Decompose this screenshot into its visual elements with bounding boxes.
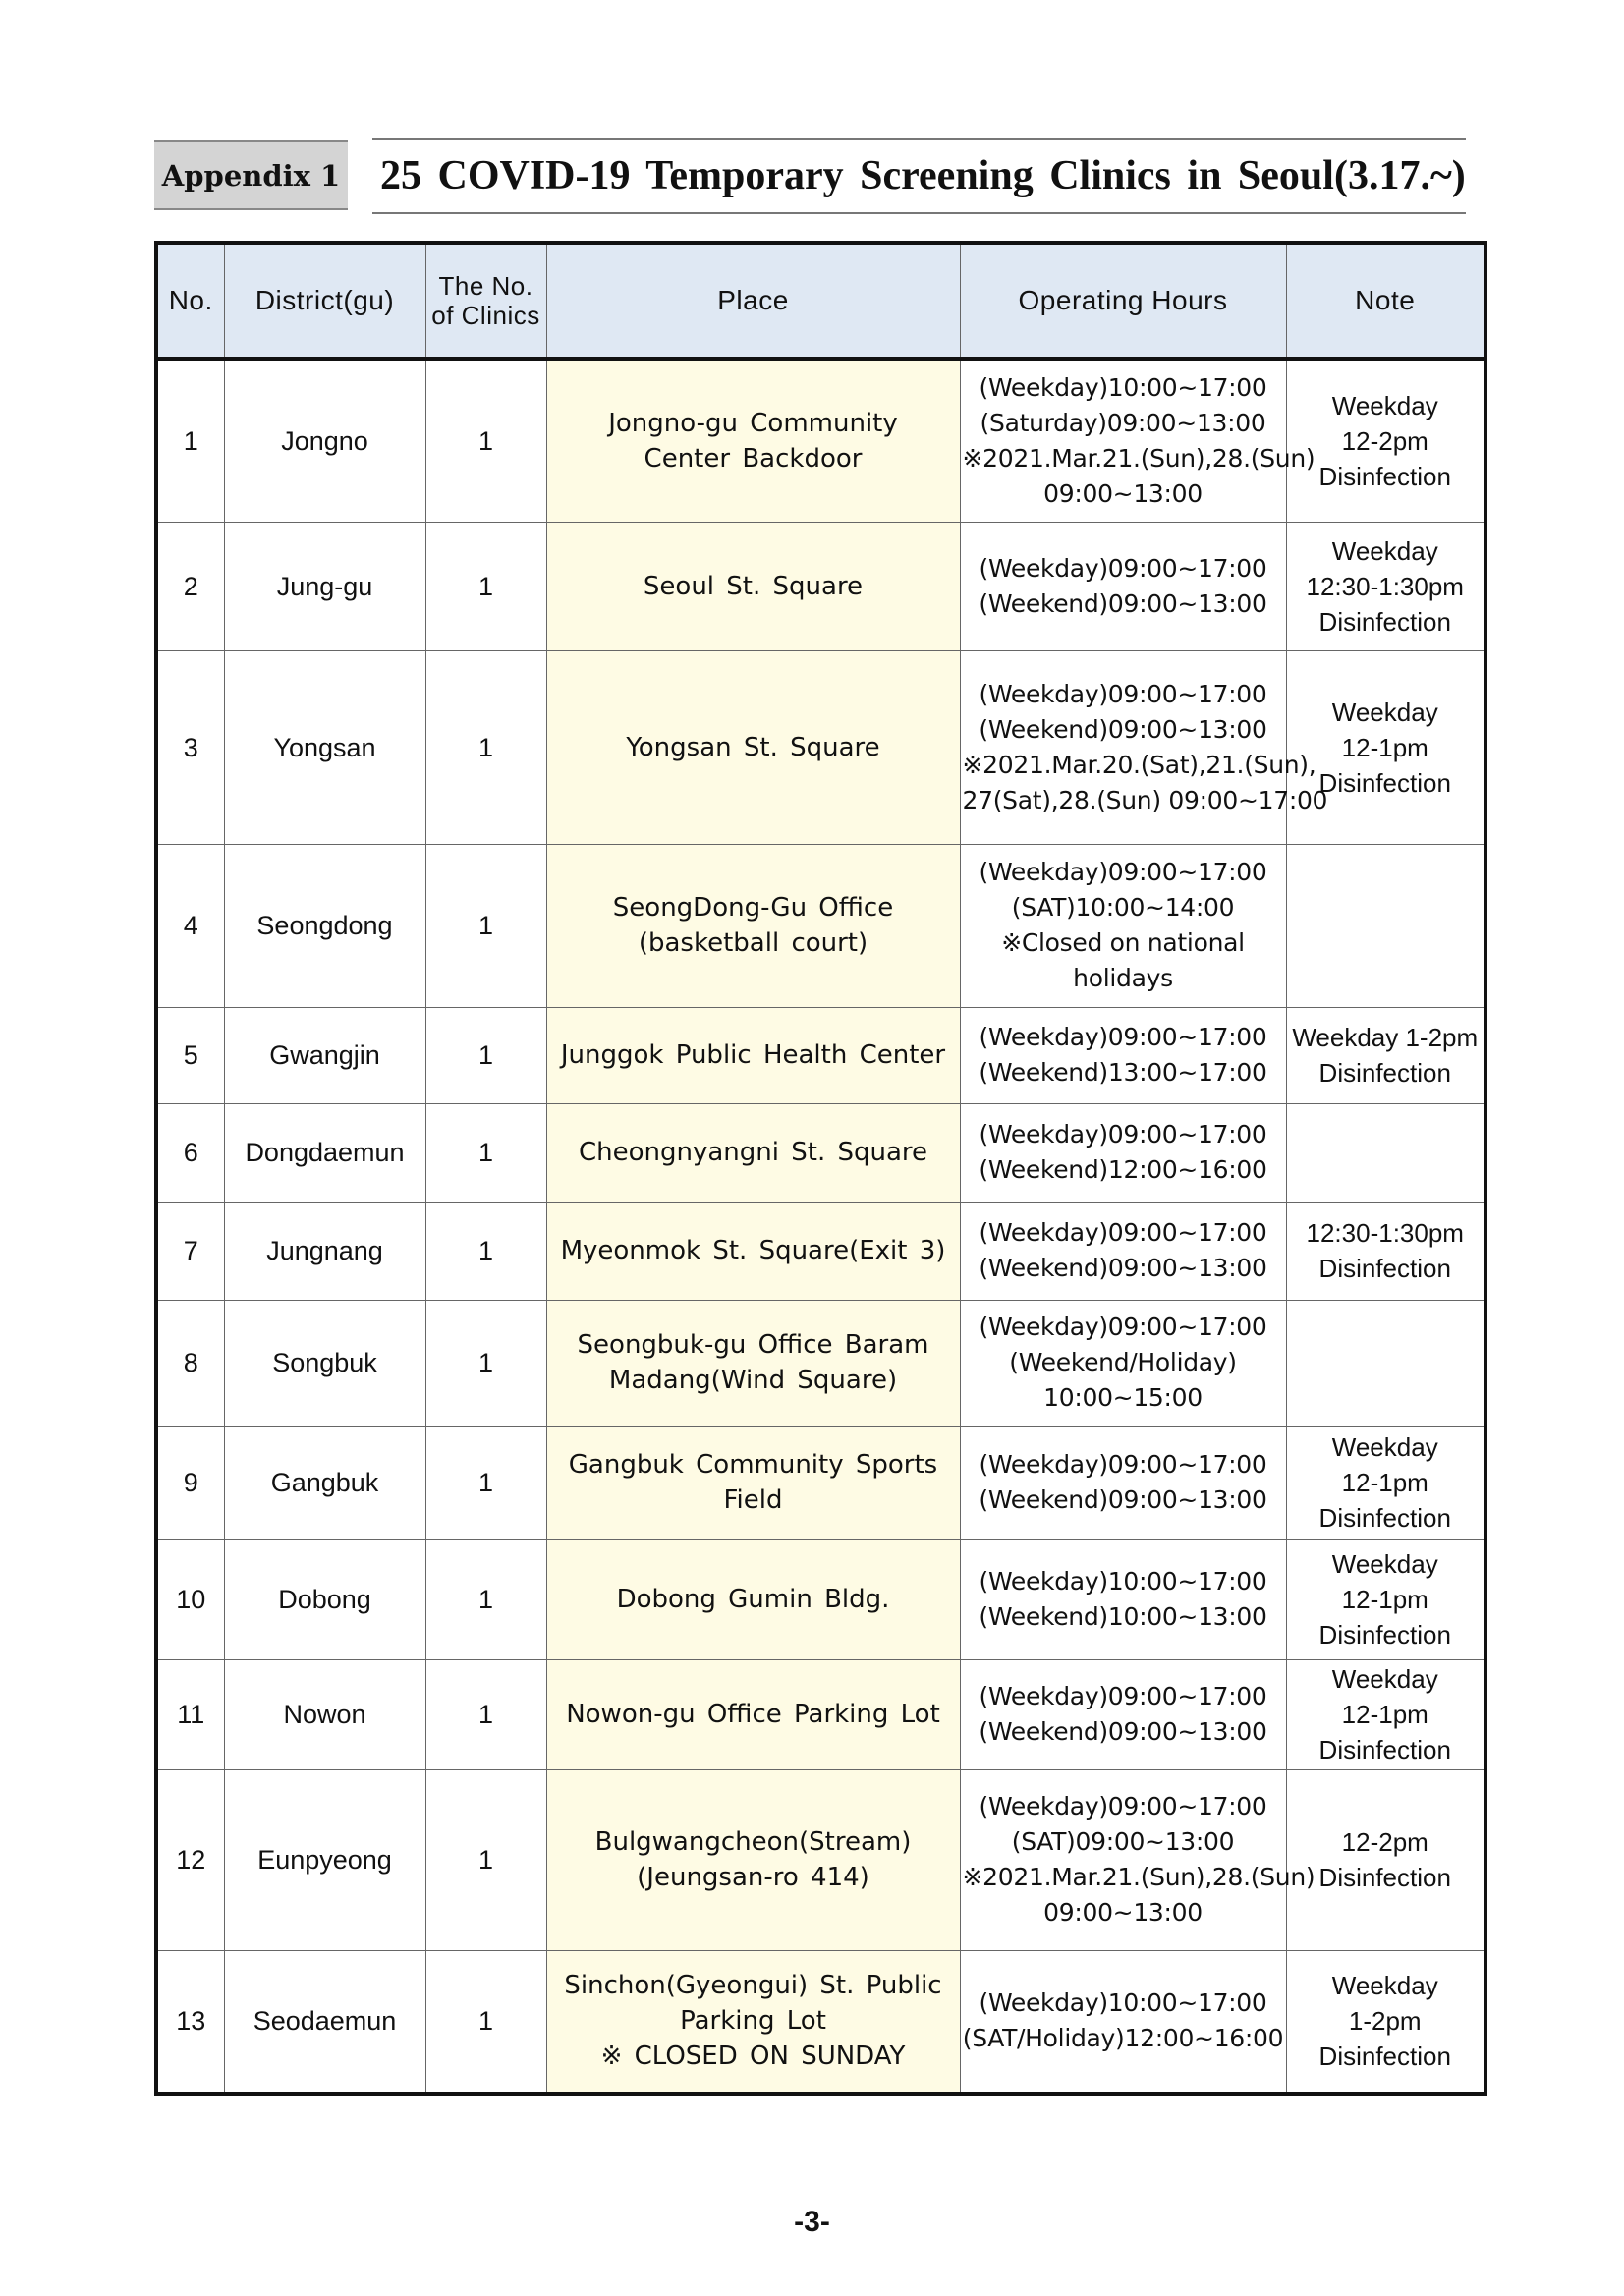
header-place: Place [546, 243, 960, 359]
cell-no: 11 [156, 1659, 224, 1769]
cell-operating-hours [960, 1202, 1286, 1300]
cell-operating-hours-line: (Weekday)09:00~17:00 [979, 1682, 1267, 1710]
table-header-row [156, 243, 1485, 359]
cell-note [1286, 1659, 1485, 1769]
cell-note [1286, 1769, 1485, 1950]
cell-note-line: 12-1pm [1341, 1467, 1428, 1497]
cell-no: 6 [156, 1103, 224, 1202]
cell-no: 3 [156, 650, 224, 844]
cell-note [1286, 1103, 1485, 1202]
cell-place [546, 1659, 960, 1769]
cell-place-line: Bulgwangcheon(Stream) [594, 1827, 912, 1857]
cell-note-line: 12:30-1:30pm [1306, 571, 1464, 601]
cell-district: Jungnang [224, 1202, 425, 1300]
cell-place-line: Myeonmok St. Square(Exit 3) [560, 1236, 946, 1265]
cell-operating-hours-line: (Weekday)09:00~17:00 [979, 679, 1267, 708]
cell-operating-hours-line: (Weekend)09:00~13:00 [979, 714, 1267, 744]
cell-operating-hours-line: (Weekend)09:00~13:00 [979, 1254, 1267, 1282]
cell-operating-hours-line: ※2021.Mar.21.(Sun),28.(Sun) [962, 1863, 1316, 1891]
cell-note-line: 12-1pm [1341, 1700, 1428, 1729]
cell-note-line: Disinfection [1318, 767, 1451, 798]
table-row [156, 844, 1485, 1007]
table-row [156, 1007, 1485, 1103]
cell-district: Eunpyeong [224, 1769, 425, 1950]
cell-operating-hours-line: (Weekday)09:00~17:00 [979, 1792, 1267, 1820]
cell-place [546, 1539, 960, 1659]
cell-district: Dobong [224, 1539, 425, 1659]
cell-note-line: Weekday [1331, 1431, 1438, 1462]
cell-no: 5 [156, 1007, 224, 1103]
cell-note-line: Weekday [1331, 1971, 1438, 2001]
page-number: -3- [794, 2206, 830, 2238]
cell-place-line: Seongbuk-gu Office Baram [577, 1330, 929, 1360]
cell-operating-hours-line: (Weekday)10:00~17:00 [979, 1566, 1267, 1596]
cell-operating-hours [960, 1950, 1286, 2094]
cell-no: 10 [156, 1539, 224, 1659]
cell-place-line: ※ CLOSED ON SUNDAY [600, 2042, 906, 2072]
cell-place-line: Junggok Public Health Center [560, 1040, 946, 1070]
cell-operating-hours-line: (Weekday)09:00~17:00 [979, 1023, 1267, 1051]
cell-operating-hours [960, 522, 1286, 650]
page-title: 25 COVID-19 Temporary Screening Clinics in Seoul(3.17.~) [372, 138, 1466, 214]
cell-note-line: 12-2pm [1341, 1827, 1428, 1857]
cell-note [1286, 522, 1485, 650]
cell-place-line: Yongsan St. Square [626, 732, 880, 762]
cell-note-line: Weekday [1331, 697, 1438, 727]
cell-operating-hours [960, 1103, 1286, 1202]
cell-operating-hours [960, 1426, 1286, 1539]
table-row [156, 359, 1485, 522]
cell-operating-hours [960, 1300, 1286, 1426]
cell-note [1286, 1539, 1485, 1659]
cell-operating-hours [960, 650, 1328, 844]
cell-district: Seodaemun [224, 1950, 425, 2094]
cell-operating-hours [960, 1769, 1316, 1950]
cell-note-line: Weekday [1331, 1664, 1438, 1694]
table-body [156, 359, 1485, 2094]
cell-operating-hours-line: (SAT)09:00~13:00 [1011, 1827, 1235, 1856]
cell-note [1286, 844, 1485, 1007]
cell-note-line: 1-2pm [1348, 2006, 1422, 2037]
cell-clinic-count: 1 [425, 1659, 546, 1769]
cell-note-line: Disinfection [1318, 461, 1451, 491]
cell-clinic-count: 1 [425, 1426, 546, 1539]
cell-note-line: Disinfection [1318, 1735, 1451, 1764]
cell-no: 7 [156, 1202, 224, 1300]
header-clinic-count: The No. of Clinics [425, 243, 546, 359]
cell-operating-hours [960, 1659, 1286, 1769]
cell-district: Jongno [224, 359, 425, 522]
cell-operating-hours [960, 1539, 1286, 1659]
cell-place-line: Jongno-gu Community [608, 408, 898, 438]
cell-note-line: Disinfection [1318, 1254, 1451, 1283]
cell-note [1286, 1300, 1485, 1426]
cell-operating-hours-line: (Weekend)09:00~13:00 [979, 588, 1267, 618]
cell-note-line: 12:30-1:30pm [1306, 1218, 1464, 1248]
cell-place-line: Cheongnyangni St. Square [578, 1138, 928, 1167]
appendix-label: Appendix 1 [154, 140, 348, 210]
cell-operating-hours [960, 1007, 1286, 1103]
cell-note-line: Weekday [1331, 1548, 1438, 1579]
table-row [156, 1769, 1485, 1950]
cell-operating-hours-line: (Weekend)10:00~13:00 [979, 1601, 1267, 1631]
cell-note [1286, 1950, 1485, 2094]
table-row [156, 522, 1485, 650]
table-row [156, 1202, 1485, 1300]
cell-note-line: Disinfection [1318, 1863, 1451, 1892]
cell-clinic-count: 1 [425, 1950, 546, 2094]
cell-note-line: Disinfection [1318, 606, 1451, 637]
table-row [156, 1950, 1485, 2094]
cell-operating-hours-line: ※Closed on national [1001, 928, 1245, 957]
table-row [156, 1426, 1485, 1539]
cell-operating-hours-line: holidays [1073, 964, 1173, 992]
cell-place [546, 359, 960, 522]
cell-place [546, 1300, 960, 1426]
cell-note-line: Weekday 1-2pm [1292, 1023, 1479, 1052]
cell-no: 1 [156, 359, 224, 522]
cell-clinic-count: 1 [425, 1539, 546, 1659]
cell-operating-hours [960, 359, 1316, 522]
cell-operating-hours-line: (Weekday)09:00~17:00 [979, 553, 1267, 583]
cell-place [546, 1007, 960, 1103]
cell-place-line: Center Backdoor [644, 443, 863, 474]
cell-district: Yongsan [224, 650, 425, 844]
cell-operating-hours-line: (Weekend)09:00~13:00 [979, 1484, 1267, 1514]
cell-note-line: 12-1pm [1341, 732, 1428, 762]
cell-district: Dongdaemun [224, 1103, 425, 1202]
cell-place [546, 1202, 960, 1300]
header-no: No. [156, 243, 224, 359]
header-operating-hours: Operating Hours [960, 243, 1286, 359]
cell-no: 2 [156, 522, 224, 650]
cell-place-line: Dobong Gumin Bldg. [616, 1584, 890, 1614]
cell-clinic-count: 1 [425, 844, 546, 1007]
cell-district: Seongdong [224, 844, 425, 1007]
cell-note-line: Disinfection [1318, 1058, 1451, 1088]
cell-note [1286, 1426, 1485, 1539]
table-row [156, 1539, 1485, 1659]
cell-no: 12 [156, 1769, 224, 1950]
cell-district: Gangbuk [224, 1426, 425, 1539]
table-row [156, 1300, 1485, 1426]
cell-no: 4 [156, 844, 224, 1007]
cell-operating-hours-line: ※2021.Mar.20.(Sat),21.(Sun), [962, 750, 1316, 779]
table-row [156, 1659, 1485, 1769]
cell-note [1286, 650, 1485, 844]
header-note: Note [1286, 243, 1485, 359]
cell-district: Songbuk [224, 1300, 425, 1426]
cell-note-line: 12-1pm [1341, 1584, 1428, 1614]
cell-operating-hours-line: (Weekday)10:00~17:00 [979, 1988, 1267, 2018]
table-row [156, 1103, 1485, 1202]
cell-no: 13 [156, 1950, 224, 2094]
cell-no: 8 [156, 1300, 224, 1426]
cell-operating-hours-line: (Weekday)09:00~17:00 [979, 1449, 1267, 1479]
cell-clinic-count: 1 [425, 1103, 546, 1202]
cell-operating-hours-line: (Weekend)12:00~16:00 [979, 1155, 1267, 1184]
clinics-table [154, 241, 1487, 2096]
cell-operating-hours-line: 10:00~15:00 [1043, 1383, 1203, 1412]
cell-operating-hours-line: 27(Sat),28.(Sun) 09:00~17:00 [962, 785, 1328, 814]
cell-place [546, 522, 960, 650]
cell-place-line: Field [723, 1484, 783, 1515]
cell-place-line: SeongDong-Gu Office [612, 893, 894, 923]
cell-place [546, 650, 960, 844]
cell-operating-hours-line: (Saturday)09:00~13:00 [980, 408, 1266, 437]
cell-operating-hours-line: (Weekday)09:00~17:00 [979, 1218, 1267, 1247]
cell-place-line: Seoul St. Square [643, 571, 864, 601]
cell-place [546, 1426, 960, 1539]
cell-clinic-count: 1 [425, 359, 546, 522]
cell-operating-hours-line: (Weekday)09:00~17:00 [979, 1313, 1267, 1341]
cell-operating-hours-line: 09:00~13:00 [1043, 478, 1203, 508]
cell-note [1286, 359, 1485, 522]
cell-note-line: 12-2pm [1341, 425, 1428, 456]
cell-operating-hours-line: (Weekend)13:00~17:00 [979, 1058, 1267, 1087]
cell-place-line: Parking Lot [680, 2006, 826, 2037]
cell-operating-hours-line: (Weekday)09:00~17:00 [979, 858, 1267, 886]
cell-note-line: Disinfection [1318, 1619, 1451, 1650]
cell-district: Gwangjin [224, 1007, 425, 1103]
cell-district: Jung-gu [224, 522, 425, 650]
cell-note-line: Disinfection [1318, 1502, 1451, 1533]
cell-operating-hours-line: (Weekend/Holiday) [1009, 1348, 1237, 1376]
cell-clinic-count: 1 [425, 522, 546, 650]
cell-place [546, 1950, 960, 2094]
cell-no: 9 [156, 1426, 224, 1539]
header-district: District(gu) [224, 243, 425, 359]
cell-place-line: Nowon-gu Office Parking Lot [566, 1700, 940, 1729]
cell-note-line: Weekday [1331, 390, 1438, 420]
cell-place [546, 844, 960, 1007]
page-header [154, 138, 1466, 214]
cell-clinic-count: 1 [425, 1300, 546, 1426]
cell-clinic-count: 1 [425, 1769, 546, 1950]
cell-operating-hours-line: (SAT)10:00~14:00 [1011, 893, 1235, 922]
table-row [156, 650, 1485, 844]
cell-place-line: Sinchon(Gyeongui) St. Public [564, 1971, 942, 2001]
cell-place-line: Gangbuk Community Sports [568, 1449, 938, 1480]
cell-district: Nowon [224, 1659, 425, 1769]
cell-note [1286, 1202, 1485, 1300]
cell-place [546, 1103, 960, 1202]
cell-clinic-count: 1 [425, 1202, 546, 1300]
cell-place-line: (basketball court) [638, 928, 868, 958]
cell-clinic-count: 1 [425, 650, 546, 844]
cell-note-line: Disinfection [1318, 2042, 1451, 2072]
cell-clinic-count: 1 [425, 1007, 546, 1103]
cell-place-line: Madang(Wind Square) [608, 1366, 898, 1395]
cell-operating-hours [960, 844, 1286, 1007]
cell-operating-hours-line: (Weekday)10:00~17:00 [979, 372, 1267, 402]
cell-place-line: (Jeungsan-ro 414) [637, 1863, 869, 1892]
cell-operating-hours-line: (SAT/Holiday)12:00~16:00 [962, 2024, 1284, 2053]
cell-place [546, 1769, 960, 1950]
cell-operating-hours-line: ※2021.Mar.21.(Sun),28.(Sun) [962, 443, 1316, 473]
cell-note-line: Weekday [1331, 535, 1438, 566]
cell-operating-hours-line: (Weekday)09:00~17:00 [979, 1120, 1267, 1148]
cell-operating-hours-line: (Weekend)09:00~13:00 [979, 1717, 1267, 1746]
cell-operating-hours-line: 09:00~13:00 [1043, 1898, 1203, 1927]
cell-note [1286, 1007, 1485, 1103]
